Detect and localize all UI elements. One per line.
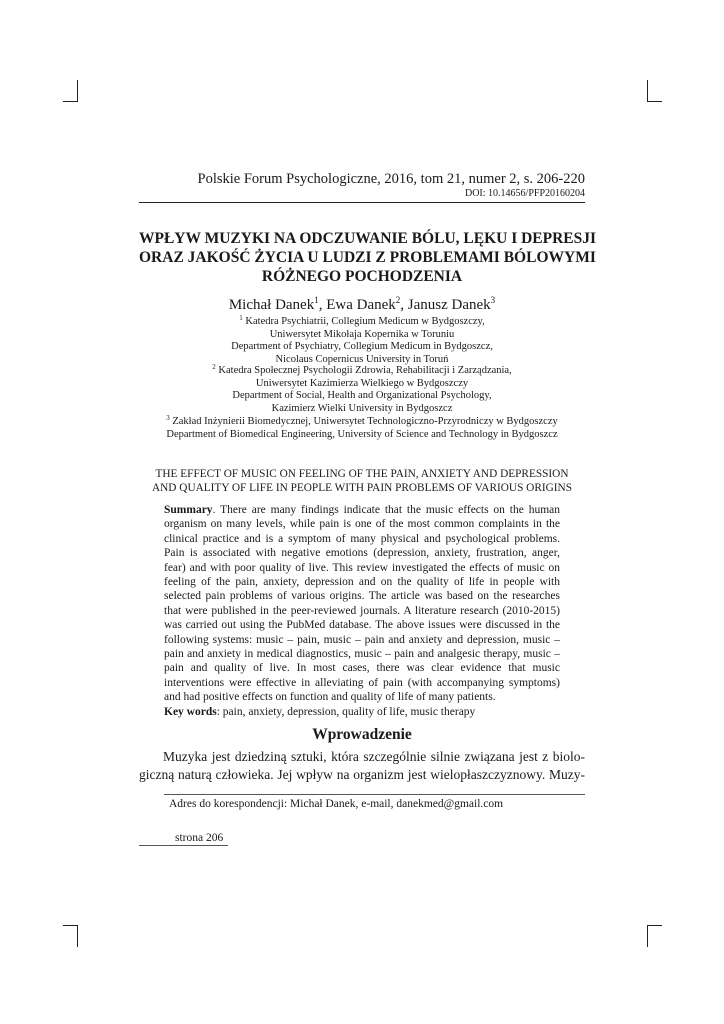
body-line: giczną naturą człowieka. Jej wpływ na organizm jest wielopłaszczyznowy. Muzy- [139, 766, 585, 782]
affiliation-sup: 3 [166, 414, 170, 422]
crop-mark [648, 101, 662, 102]
affiliation-sup: 1 [239, 314, 243, 322]
author-sup: 3 [490, 295, 496, 305]
summary-text: . There are many findings indicate that the music effects on the human organism on many levels, while pain is one of the most common complaints in the clinical practice and is a symptom of many physical and psychological problems. Pain is associated with negative emotions (depression, anxiety, frustration, anger, fear) and with poor quality of live. This review investigated the effects of music on feeling of the pain, anxiety, depression and on the quality of life in people with selected pain problems of various origins. The article was based on the researches that were published in the peer-reviewed journals. A literature research (2010-2015) was carried out using the PubMed database. The above issues were discussed in the following systems: music – pain, music – pain and anxiety and depression, music – pain and anxiety in medical diagnostics, music – pain and analgesic therapy, music – pain and quality of live. In most cases, there was clear evidence that music interventions were effective in alleviating of pain (with accompanying symptoms) and had positive effects on function and quality of life of many patients. [164, 504, 560, 704]
keywords: : pain, anxiety, depression, quality of life, music therapy [216, 705, 476, 718]
title-line: RÓŻNEGO POCHODZENIA [261, 268, 463, 285]
author-sup: 2 [395, 295, 401, 305]
crop-mark [63, 101, 77, 102]
footnote-rule [164, 794, 585, 795]
affiliation-3: $^3$ Zakład Inżynierii Biomedycznej, Uniwersytet Technologiczno-Przyrodniczy w Bydgoszczy Department of Biomedical Engineering, University of Science and Technology in Bydgoszcz [166, 414, 558, 440]
author-sup: 1 [314, 295, 319, 305]
title-line: WPŁYW MUZYKI NA ODCZUWANIE BÓLU, LĘKU I DEPRESJI [139, 230, 597, 247]
keywords-label: Key words [164, 705, 217, 718]
affiliation-2: $^2$ Katedra Społecznej Psychologii Zdrowia, Rehabilitacji i Zarządzania, Uniwersytet Kazimierza Wielkiego w Bydgoszczy Department of Social, Health and Organizational Psychology, Kazimierz Wielki University in Bydgoszcz [212, 363, 512, 414]
summary [164, 503, 560, 719]
journal-citation: Polskie Forum Psychologiczne, 2016, tom 21, numer 2, s. 206-220 [197, 171, 585, 187]
crop-mark [647, 80, 648, 102]
author-name: Michał Danek [228, 297, 315, 313]
paper-title [139, 229, 597, 286]
page-number: strona 206 [175, 832, 224, 844]
footnote: Adres do korespondencji: Michał Danek, e-mail, danekmed@gmail.com [169, 798, 504, 810]
crop-mark [77, 80, 78, 102]
title-line: ORAZ JAKOŚĆ ŻYCIA U LUDZI Z PROBLEMAMI BÓLOWYMI [139, 249, 596, 266]
crop-mark [648, 925, 662, 926]
crop-mark [77, 925, 78, 947]
section-title: Wprowadzenie [312, 726, 412, 743]
authors: Michał Danek$^1$, Ewa Danek$^2$, Janusz Danek$^3$ [228, 295, 496, 313]
english-title: THE EFFECT OF MUSIC ON FEELING OF THE PAIN, ANXIETY AND DEPRESSION AND QUALITY OF LIFE IN PEOPLE WITH PAIN PROBLEMS OF VARIOUS ORIGINS [151, 468, 572, 494]
page-number-rule [139, 845, 228, 846]
crop-mark [63, 925, 77, 926]
affiliation-1: $^1$ Katedra Psychiatrii, Collegium Medicum w Bydgoszczy, Uniwersytet Mikołaja Kopernika w Toruniu Department of Psychiatry, Collegium Medicum in Bydgoszcz, Nicolaus Copernicus University in Toruń [231, 314, 493, 365]
summary-label: Summary [164, 504, 213, 516]
author-name: Janusz Danek [407, 297, 491, 313]
affiliation-sup: 2 [212, 363, 216, 371]
doi: DOI: 10.14656/PFP20160204 [464, 188, 585, 199]
body-text [139, 748, 585, 783]
crop-mark [647, 925, 648, 947]
body-line: Muzyka jest dziedziną sztuki, która szczególnie silnie związana jest z biolo- [163, 749, 585, 764]
header-rule [139, 202, 585, 203]
author-name: Ewa Danek [326, 297, 396, 313]
